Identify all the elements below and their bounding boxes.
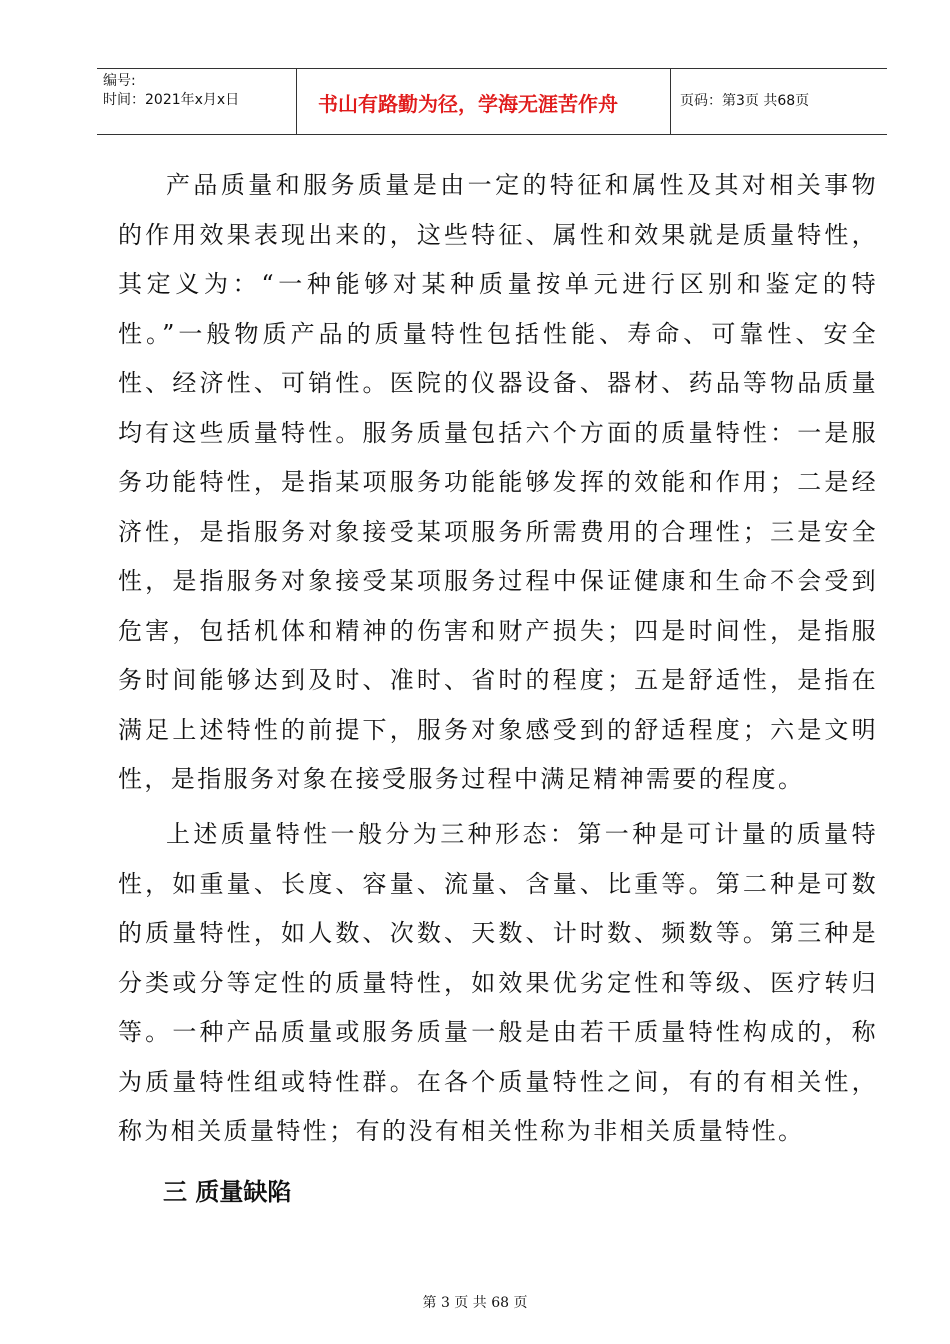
header-divider-left	[296, 68, 297, 134]
doc-date-label: 时间：2021年x月x日	[103, 92, 240, 108]
paragraph-quality-characteristics: 产品质量和服务质量是由一定的特征和属性及其对相关事物的作用效果表现出来的，这些特征、属性和效果就是质量特性，其定义为：“一种能够对某种质量按单元进行区别和鉴定的特性。”一般物质产品的质量特性包括性能、寿命、可靠性、安全性、经济性、可销性。医院的仪器设备、器材、药品等物品质量均有这些质量特性。服务质量包括六个方面的质量特性：一是服务功能特性，是指某项服务功能能够发挥的效能和作用；二是经济性，是指服务对象接受某项服务所需费用的合理性；三是安全性，是指服务对象接受某项服务过程中保证健康和生命不会受到危害，包括机体和精神的伤害和财产损失；四是时间性，是指服务时间能够达到及时、准时、省时的程度；五是舒适性，是指在满足上述特性的前提下，服务对象感受到的舒适程度；六是文明性，是指服务对象在接受服务过程中满足精神需要的程度。	[118, 171, 878, 793]
paragraph-characteristic-forms: 上述质量特性一般分为三种形态：第一种是可计量的质量特性，如重量、长度、容量、流量、含量、比重等。第二种是可数的质量特性，如人数、次数、天数、计时数、频数等。第三种是分类或分等定性的质量特性，如效果优劣定性和等级、医疗转归等。一种产品质量或服务质量一般是由若干质量特性构成的，称为质量特性组或特性群。在各个质量特性之间，有的有相关性，称为相关质量特性；有的没有相关性称为非相关质量特性。	[118, 820, 878, 1145]
doc-number-label: 编号:	[103, 73, 136, 89]
header-page-indicator: 页码：第3页 共68页	[680, 93, 810, 109]
header-divider-right	[670, 68, 671, 134]
header-motto: 书山有路勤为径，学海无涯苦作舟	[318, 92, 618, 116]
section-heading: 三 质量缺陷	[163, 1178, 292, 1206]
header-top-rule	[97, 68, 887, 69]
header-bottom-rule	[97, 134, 887, 135]
footer-page-number: 第 3 页 共 68 页	[422, 1295, 528, 1311]
